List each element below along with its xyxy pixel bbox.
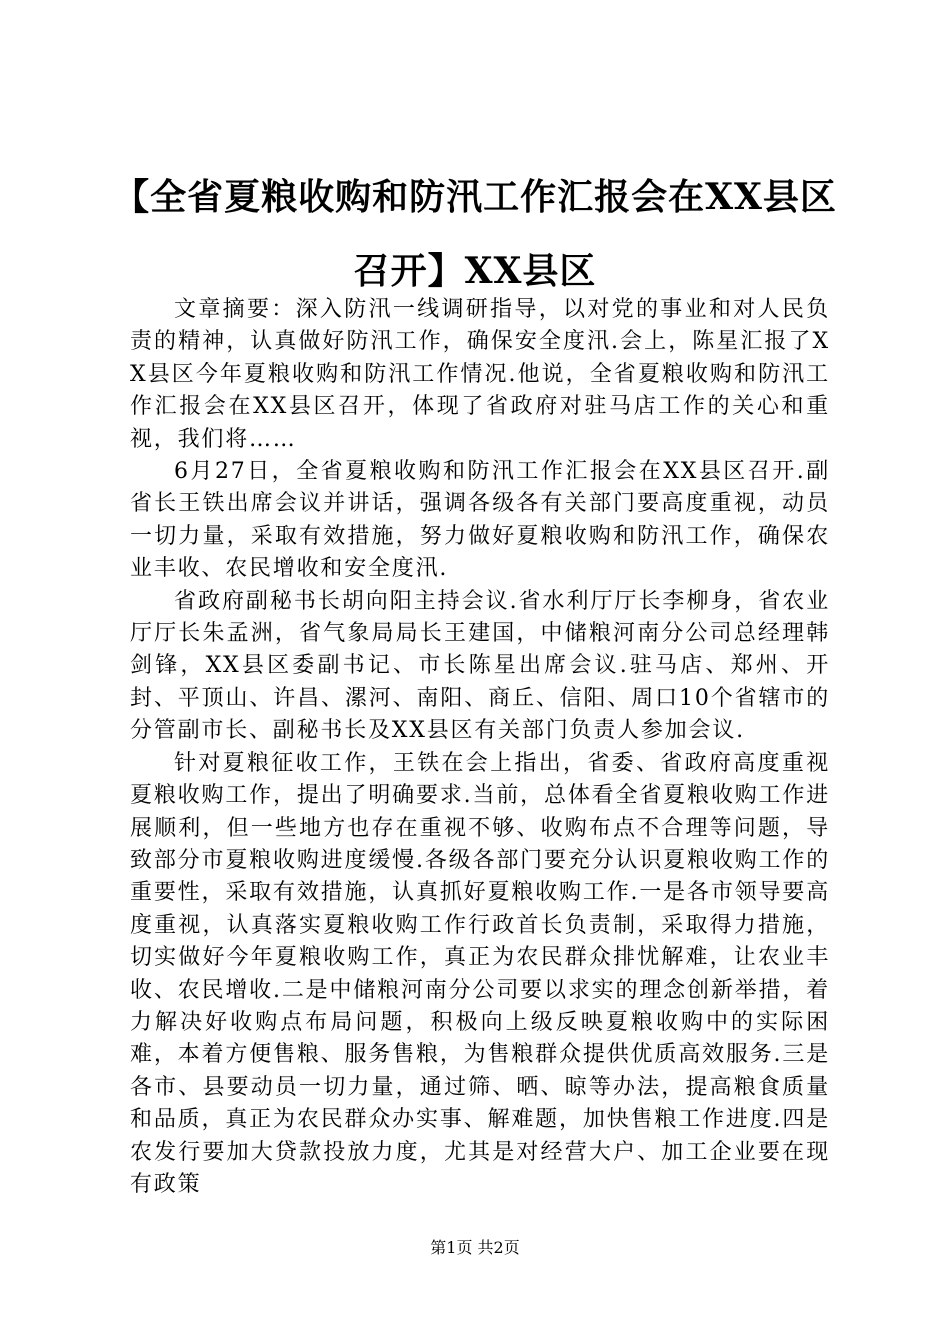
paragraph-grain-purchase: 针对夏粮征收工作，王铁在会上指出，省委、省政府高度重视夏粮收购工作，提出了明确要求.当前，总体看全省夏粮收购工作进展顺利，但一些地方也存在重视不够、收购布点不合理等问题，导致部分市夏粮收购进度缓慢.各级各部门要充分认识夏粮收购工作的重要性，采取有效措施，认真抓好夏粮收购工作.一是各市领导要高度重视，认真落实夏粮收购工作行政首长负责制，采取得力措施，切实做好今年夏粮收购工作，真正为农民群众排忧解难，让农业丰收、农民增收.二是中储粮河南分公司要以求实的理念创新举措，着力解决好收购点布局问题，积极向上级反映夏粮收购中的实际困难，本着方便售粮、服务售粮，为售粮群众提供优质高效服务.三是各市、县要动员一切力量，通过筛、晒、晾等办法，提高粮食质量和品质，真正为农民群众办实事、解难题，加快售粮工作进度.四是农发行要加大贷款投放力度，尤其是对经营大户、加工企业要在现有政策 [130,750,830,1197]
document-body [130,294,830,1201]
paragraph-meeting-date: 6月27日，全省夏粮收购和防汛工作汇报会在XX县区召开.副省长王铁出席会议并讲话，强调各级各有关部门要高度重视，动员一切力量，采取有效措施，努力做好夏粮收购和防汛工作，确保农业丰收、农民增收和安全度汛. [130,459,830,582]
paragraph-summary: 文章摘要：深入防汛一线调研指导，以对党的事业和对人民负责的精神，认真做好防汛工作，确保安全度汛.会上，陈星汇报了XX县区今年夏粮收购和防汛工作情况.他说，全省夏粮收购和防汛工作汇报会在XX县区召开，体现了省政府对驻马店工作的关心和重视，我们将…… [130,297,830,452]
document-title: 【全省夏粮收购和防汛工作汇报会在XX县区召开】XX县区 [113,176,837,292]
page-number-footer: 第1页 共2页 [430,1238,520,1257]
paragraph-attendees: 省政府副秘书长胡向阳主持会议.省水利厅厅长李柳身，省农业厅厅长朱孟洲，省气象局局长王建国，中储粮河南分公司总经理韩剑锋，XX县区委副书记、市长陈星出席会议.驻马店、郑州、开封、平顶山、许昌、漯河、南阳、商丘、信阳、周口10个省辖市的分管副市长、副秘书长及XX县区有关部门负责人参加会议. [130,588,830,744]
